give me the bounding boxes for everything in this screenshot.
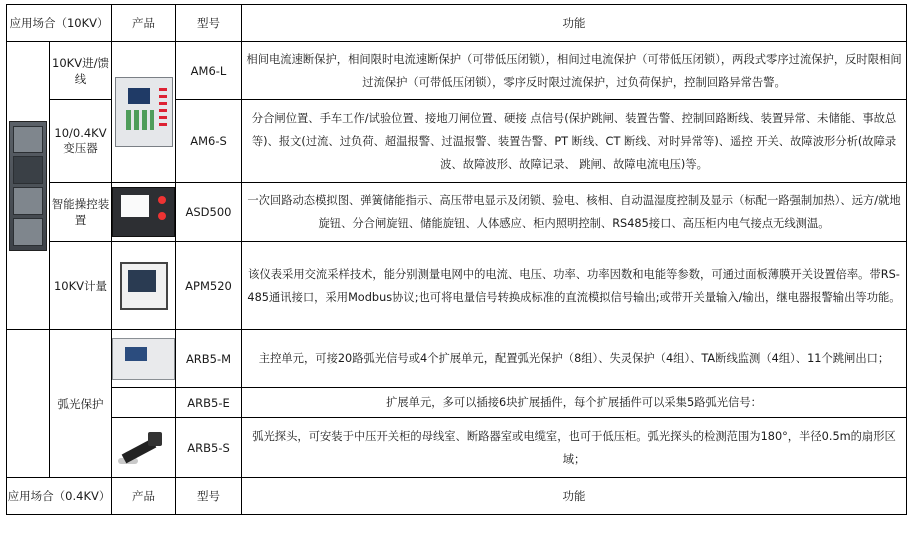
function-cell: 该仪表采用交流采样技术，能分别测量电网中的电流、电压、功率、功率因数和电能等参数，可通过面板薄膜开关设置倍率。带RS-485通讯接口，采用Modbus协议;也可将电量信号转换成标准的直流模拟信号输出;或带开关量输入/输出，继电器报警输出等功能。 [242,242,907,330]
model-cell: ASD500 [176,183,242,242]
relay-image-cell [112,42,176,183]
empty-image-cell [112,388,176,418]
table-row [7,242,907,330]
model-cell: ARB5-E [176,388,242,418]
function-cell: 弧光探头，可安装于中压开关柜的母线室、断路器室或电缆室，也可于低压柜。弧光探头的检测范围为180°，半径0.5m的扇形区域； [242,418,907,478]
function-cell: 相间电流速断保护，相间限时电流速断保护（可带低压闭锁），相间过电流保护（可带低压闭锁），两段式零序过流保护，反时限相间过流保护（可带低压闭锁），零序反时限过流保护，过负荷保护，控制回路异常告警。 [242,42,907,100]
table-row [7,42,907,100]
model-cell: ARB5-S [176,418,242,478]
scene-cell: 智能操控装置 [50,183,112,242]
arc-protection-unit-image [112,338,175,380]
table-row [7,388,907,418]
header-scene: 应用场合（10KV） [7,5,112,42]
model-cell: AM6-S [176,100,242,183]
model-cell: APM520 [176,242,242,330]
table-row [7,183,907,242]
table-row [7,330,907,388]
function-cell: 主控单元，可接20路弧光信号或4个扩展单元，配置弧光保护（8组）、失灵保护（4组）、TA断线监测（4组）、11个跳闸出口； [242,330,907,388]
function-cell: 扩展单元，多可以插接6块扩展插件，每个扩展插件可以采集5路弧光信号： [242,388,907,418]
probe-image-cell [112,418,176,478]
power-meter-image [120,262,168,310]
header-product: 产品 [112,5,176,42]
header-row-04kv [7,478,907,515]
model-cell: AM6-L [176,42,242,100]
header-model: 型号 [176,478,242,515]
scene-cell: 弧光保护 [50,330,112,478]
blank-cell [7,330,50,478]
header-scene: 应用场合（0.4KV） [7,478,112,515]
switchgear-cabinet-image [9,121,47,251]
header-row-10kv [7,5,907,42]
arc-sensor-probe-image [114,428,174,468]
cabinet-image-cell [7,42,50,330]
header-product: 产品 [112,478,176,515]
header-model: 型号 [176,5,242,42]
function-cell: 分合闸位置、手车工作/试验位置、接地刀闸位置、硬接 点信号(保护跳闸、装置告警、控制回路断线、装置异常、未储能、事故总等)、报文(过流、过负荷、超温报警、过温报警、装置告警、PT 断线、CT 断线、对时异常等)、遥控 开关、故障波形分析(故障录波、故障波形、故障记录、 跳闸、故障电流电压)等。 [242,100,907,183]
scene-cell: 10/0.4KV变压器 [50,100,112,183]
product-spec-table [6,4,907,515]
arbm-image-cell [112,330,176,388]
header-function: 功能 [242,478,907,515]
apm-image-cell [112,242,176,330]
protection-relay-image [115,77,173,147]
function-cell: 一次回路动态模拟图、弹簧储能指示、高压带电显示及闭锁、验电、核相、自动温湿度控制及显示（标配一路强制加热）、远方/就地旋钮、分合闸旋钮、储能旋钮、人体感应、柜内照明控制、RS485接口、高压柜内电气接点无线测温。 [242,183,907,242]
asd-image-cell [112,183,176,242]
smart-control-device-image [112,187,175,237]
table-row [7,418,907,478]
scene-cell: 10KV计量 [50,242,112,330]
header-function: 功能 [242,5,907,42]
scene-cell: 10KV进/馈线 [50,42,112,100]
model-cell: ARB5-M [176,330,242,388]
